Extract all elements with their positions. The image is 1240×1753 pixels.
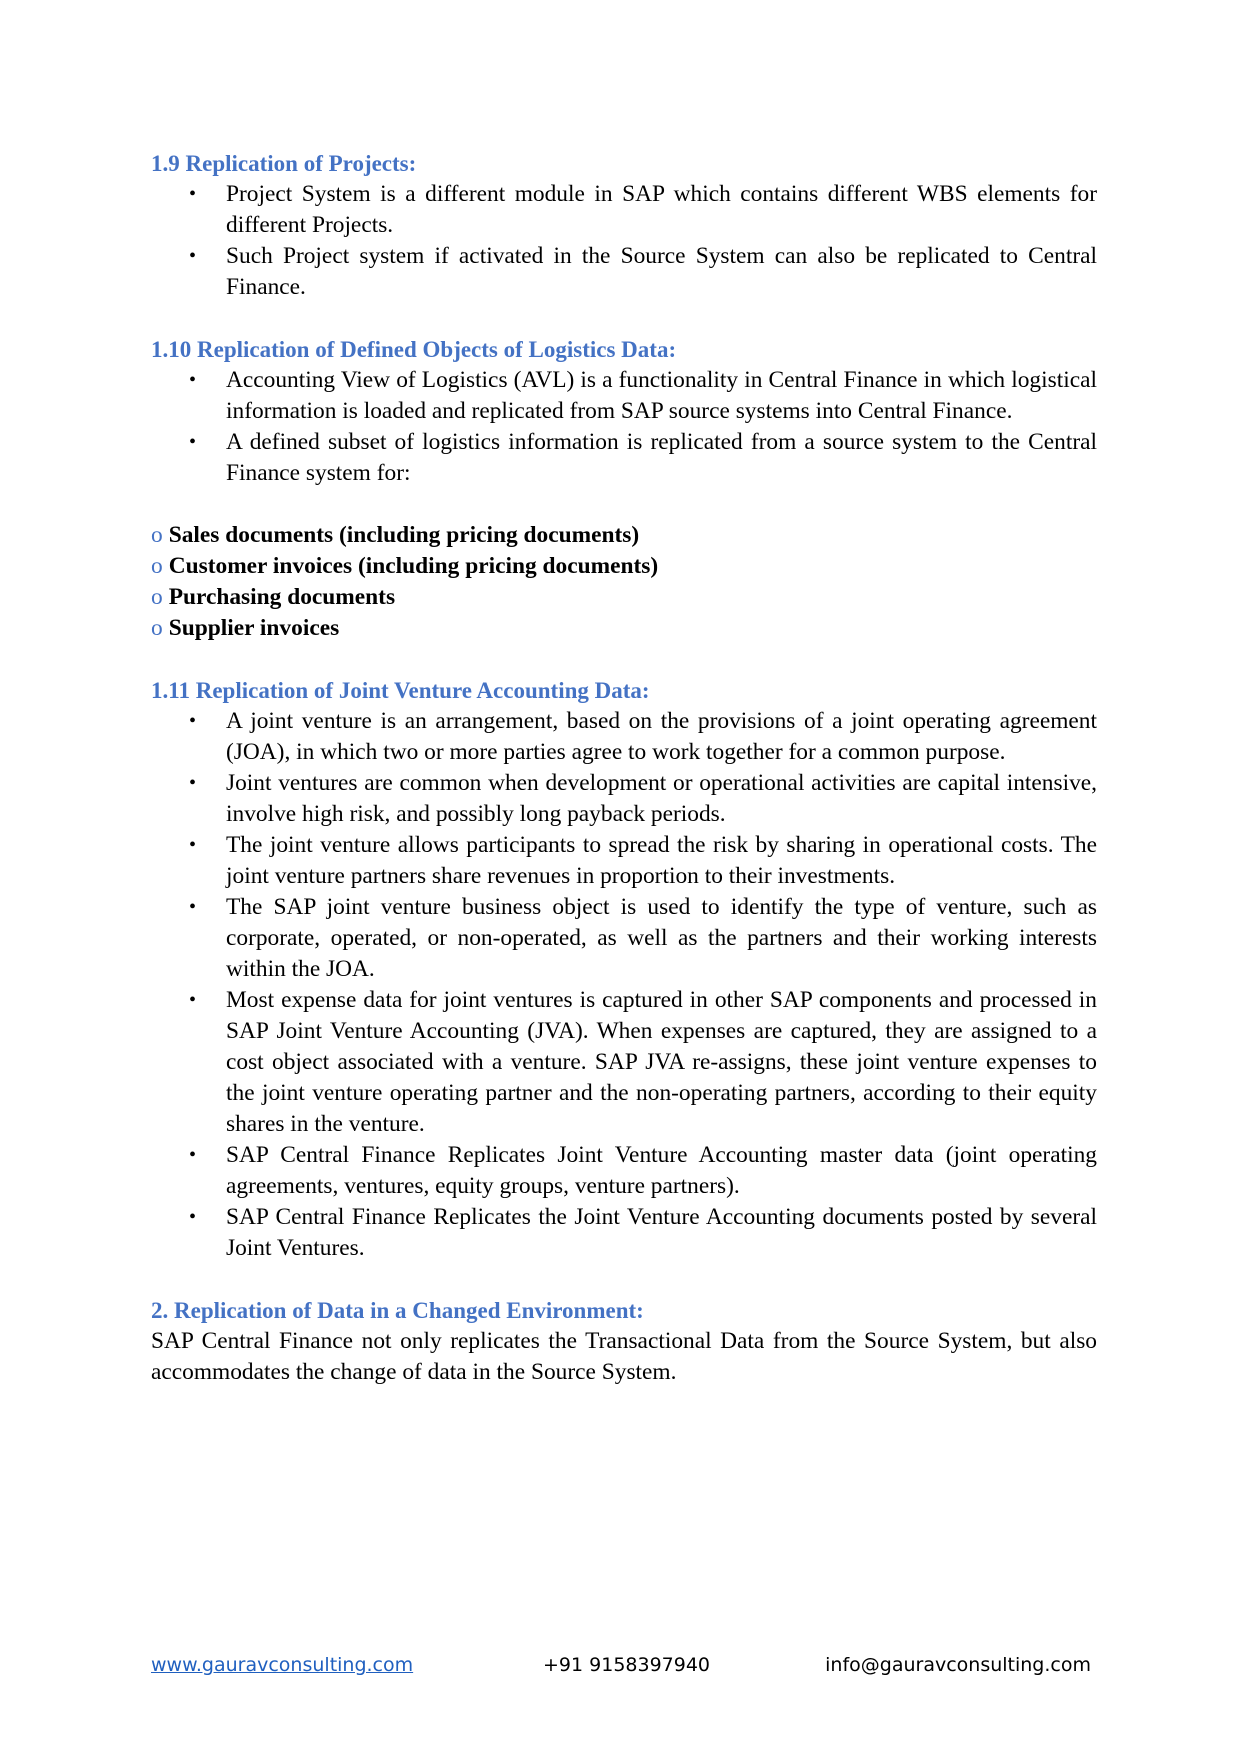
section-heading-logistics: 1.10 Replication of Defined Objects of Logistics Data: <box>151 337 677 362</box>
list-item: • Accounting View of Logistics (AVL) is a functionality in Central Finance in which logistical information is loaded and replicated from SAP source systems into Central Finance. <box>189 367 1097 424</box>
list-item: • The joint venture allows participants to spread the risk by sharing in operational costs. The joint venture partners share revenues in proportion to their investments. <box>189 832 1097 889</box>
bullet-icon: • <box>189 183 197 205</box>
circle-marker-icon: o <box>151 522 163 548</box>
page-footer <box>151 1654 1091 1684</box>
list-item: • Joint ventures are common when development or operational activities are capital intensive, involve high risk, and possibly long payback periods. <box>189 770 1097 827</box>
section-heading-changed-environment: 2. Replication of Data in a Changed Environment: <box>151 1298 644 1323</box>
circle-marker-icon: o <box>151 553 163 579</box>
circle-marker-icon: o <box>151 615 163 641</box>
bullet-icon: • <box>189 1144 197 1166</box>
bullet-icon: • <box>189 1206 197 1228</box>
bullet-icon: • <box>189 710 197 732</box>
phone-number: +91 9158397940 <box>543 1654 711 1676</box>
document-body <box>151 148 1097 1388</box>
bullet-icon: • <box>189 772 197 794</box>
list-item: o Supplier invoices <box>151 615 340 641</box>
bullet-icon: • <box>189 896 197 918</box>
bullet-list-logistics <box>151 365 1097 489</box>
bullet-icon: • <box>189 431 197 453</box>
list-item: • SAP Central Finance Replicates the Joint Venture Accounting documents posted by several Joint Ventures. <box>189 1204 1097 1261</box>
bullet-list-projects <box>151 179 1097 303</box>
bullet-icon: • <box>189 989 197 1011</box>
bullet-icon: • <box>189 245 197 267</box>
list-item: • SAP Central Finance Replicates Joint Venture Accounting master data (joint operating agreements, ventures, equity groups, venture partners). <box>189 1142 1097 1199</box>
section-heading-joint-venture: 1.11 Replication of Joint Venture Accounting Data: <box>151 678 650 703</box>
email-address: info@gauravconsulting.com <box>825 1654 1091 1676</box>
list-item: • Project System is a different module in SAP which contains different WBS elements for different Projects. <box>189 181 1097 238</box>
list-item: • Such Project system if activated in the Source System can also be replicated to Central Finance. <box>189 243 1097 300</box>
list-item: o Sales documents (including pricing documents) <box>151 522 640 548</box>
list-item: • A joint venture is an arrangement, based on the provisions of a joint operating agreement (JOA), in which two or more parties agree to work together for a common purpose. <box>189 708 1097 765</box>
list-item: • A defined subset of logistics information is replicated from a source system to the Central Finance system for: <box>189 429 1097 486</box>
circle-marker-icon: o <box>151 584 163 610</box>
bullet-icon: • <box>189 369 197 391</box>
website-link[interactable]: www.gauravconsulting.com <box>151 1654 414 1676</box>
bullet-icon: • <box>189 834 197 856</box>
bullet-list-joint-venture <box>151 706 1097 1264</box>
list-item: • The SAP joint venture business object is used to identify the type of venture, such as corporate, operated, or non-operated, as well as the partners and their working interests within the JOA. <box>189 894 1097 982</box>
list-item: o Purchasing documents <box>151 584 396 610</box>
list-item: o Customer invoices (including pricing documents) <box>151 553 659 579</box>
paragraph-changed-environment: SAP Central Finance not only replicates the Transactional Data from the Source System, but also accommodates the change of data in the Source System. <box>151 1328 1097 1385</box>
logistics-subitem-list <box>151 520 1097 644</box>
list-item: • Most expense data for joint ventures is captured in other SAP components and processed in SAP Joint Venture Accounting (JVA). When expenses are captured, they are assigned to a cost object associated with a venture. SAP JVA re-assigns, these joint venture expenses to the joint venture operating partner and the non-operating partners, according to their equity shares in the venture. <box>189 987 1097 1137</box>
section-heading-projects: 1.9 Replication of Projects: <box>151 151 417 176</box>
